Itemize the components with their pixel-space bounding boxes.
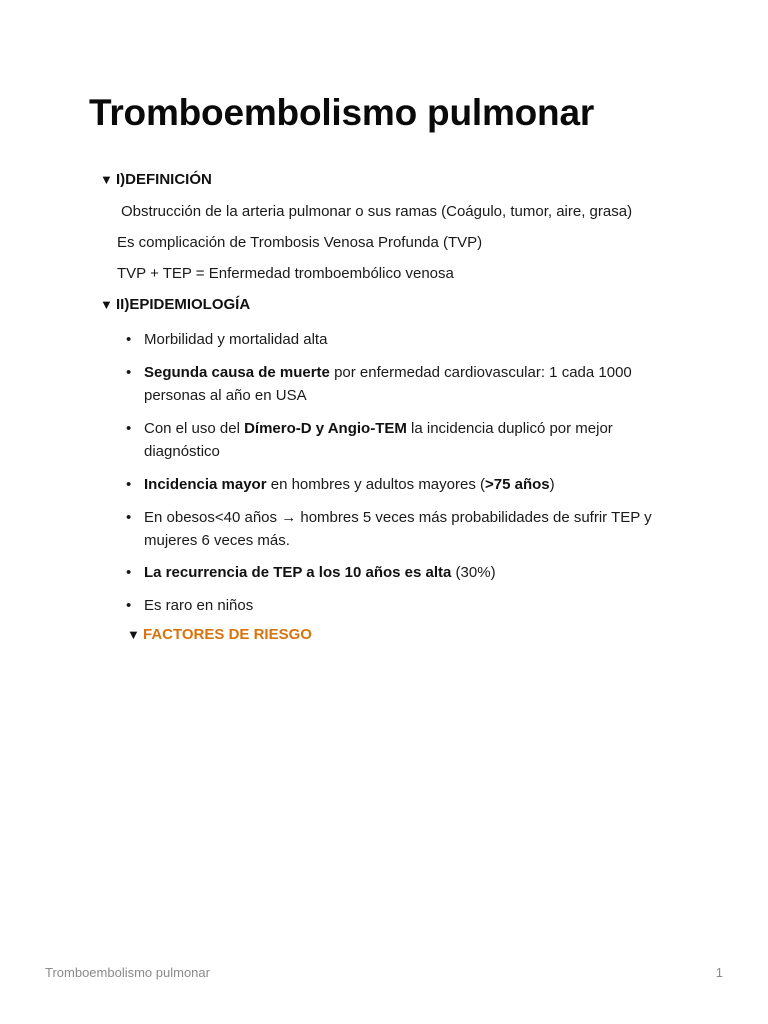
list-item (126, 561, 666, 584)
toggle-triangle-icon[interactable]: ▼ (127, 627, 140, 642)
bullet-dot-icon: • (126, 364, 132, 381)
list-item (126, 361, 666, 407)
text-segment: (30%) (451, 564, 496, 581)
list-item-text (144, 473, 666, 496)
toggle-epidemiologia[interactable] (100, 296, 250, 313)
text-segment: Morbilidad y mortalidad alta (144, 331, 328, 348)
toggle-definicion[interactable] (100, 171, 212, 188)
definition-paragraph-3: TVP + TEP = Enfermedad tromboembólico venosa (117, 265, 454, 282)
definition-paragraph-1: Obstrucción de la arteria pulmonar o sus ramas (Coágulo, tumor, aire, grasa) (121, 203, 633, 220)
list-item (126, 594, 666, 617)
list-item (126, 506, 666, 552)
text-segment: por enfermedad cardiovascular: 1 cada 1000 personas al año en USA (144, 364, 632, 404)
page-number: 1 (715, 965, 723, 980)
subsection-heading-factores-de-riesgo: FACTORES DE RIESGO (143, 626, 312, 643)
footer-title: Tromboembolismo pulmonar (45, 965, 210, 980)
bullet-dot-icon: • (126, 420, 132, 437)
bullet-dot-icon: • (126, 331, 132, 348)
toggle-triangle-icon[interactable]: ▼ (100, 172, 113, 187)
bold-text: La recurrencia de TEP a los 10 años es alta (144, 564, 452, 581)
list-item-text (144, 561, 666, 584)
definition-paragraph-2: Es complicación de Trombosis Venosa Profunda (TVP) (117, 234, 483, 251)
bold-text: >75 años (485, 476, 550, 493)
list-item-text (144, 417, 666, 463)
section-heading-epidemiologia: II)EPIDEMIOLOGÍA (116, 296, 251, 313)
list-item (126, 328, 666, 351)
text-segment: Con el uso del (144, 420, 245, 437)
toggle-factores-de-riesgo[interactable] (127, 626, 312, 643)
text-segment: la incidencia duplicó por mejor diagnóstico (144, 420, 613, 460)
bold-text: Incidencia mayor (144, 476, 267, 493)
list-item-text (144, 506, 666, 552)
list-item (126, 473, 666, 496)
list-item (126, 417, 666, 463)
page-title: Tromboembolismo pulmonar (89, 92, 595, 133)
bold-text: Segunda causa de muerte (144, 364, 330, 381)
text-segment: ) (549, 476, 555, 493)
text-segment: Es raro en niños (144, 597, 254, 614)
list-item-text (144, 328, 666, 351)
text-segment: En obesos<40 años → hombres 5 veces más probabilidades de sufrir TEP y mujeres 6 veces más. (144, 509, 652, 549)
list-item-text (144, 594, 666, 617)
bullet-dot-icon: • (126, 509, 132, 526)
bullet-dot-icon: • (126, 597, 132, 614)
list-item-text (144, 361, 666, 407)
section-heading-definicion: I)DEFINICIÓN (116, 171, 212, 188)
bullet-dot-icon: • (126, 564, 132, 581)
bold-text: Dímero-D y Angio-TEM (244, 420, 407, 437)
text-segment: en hombres y adultos mayores ( (266, 476, 485, 493)
toggle-triangle-icon[interactable]: ▼ (100, 297, 113, 312)
bullet-dot-icon: • (126, 476, 132, 493)
